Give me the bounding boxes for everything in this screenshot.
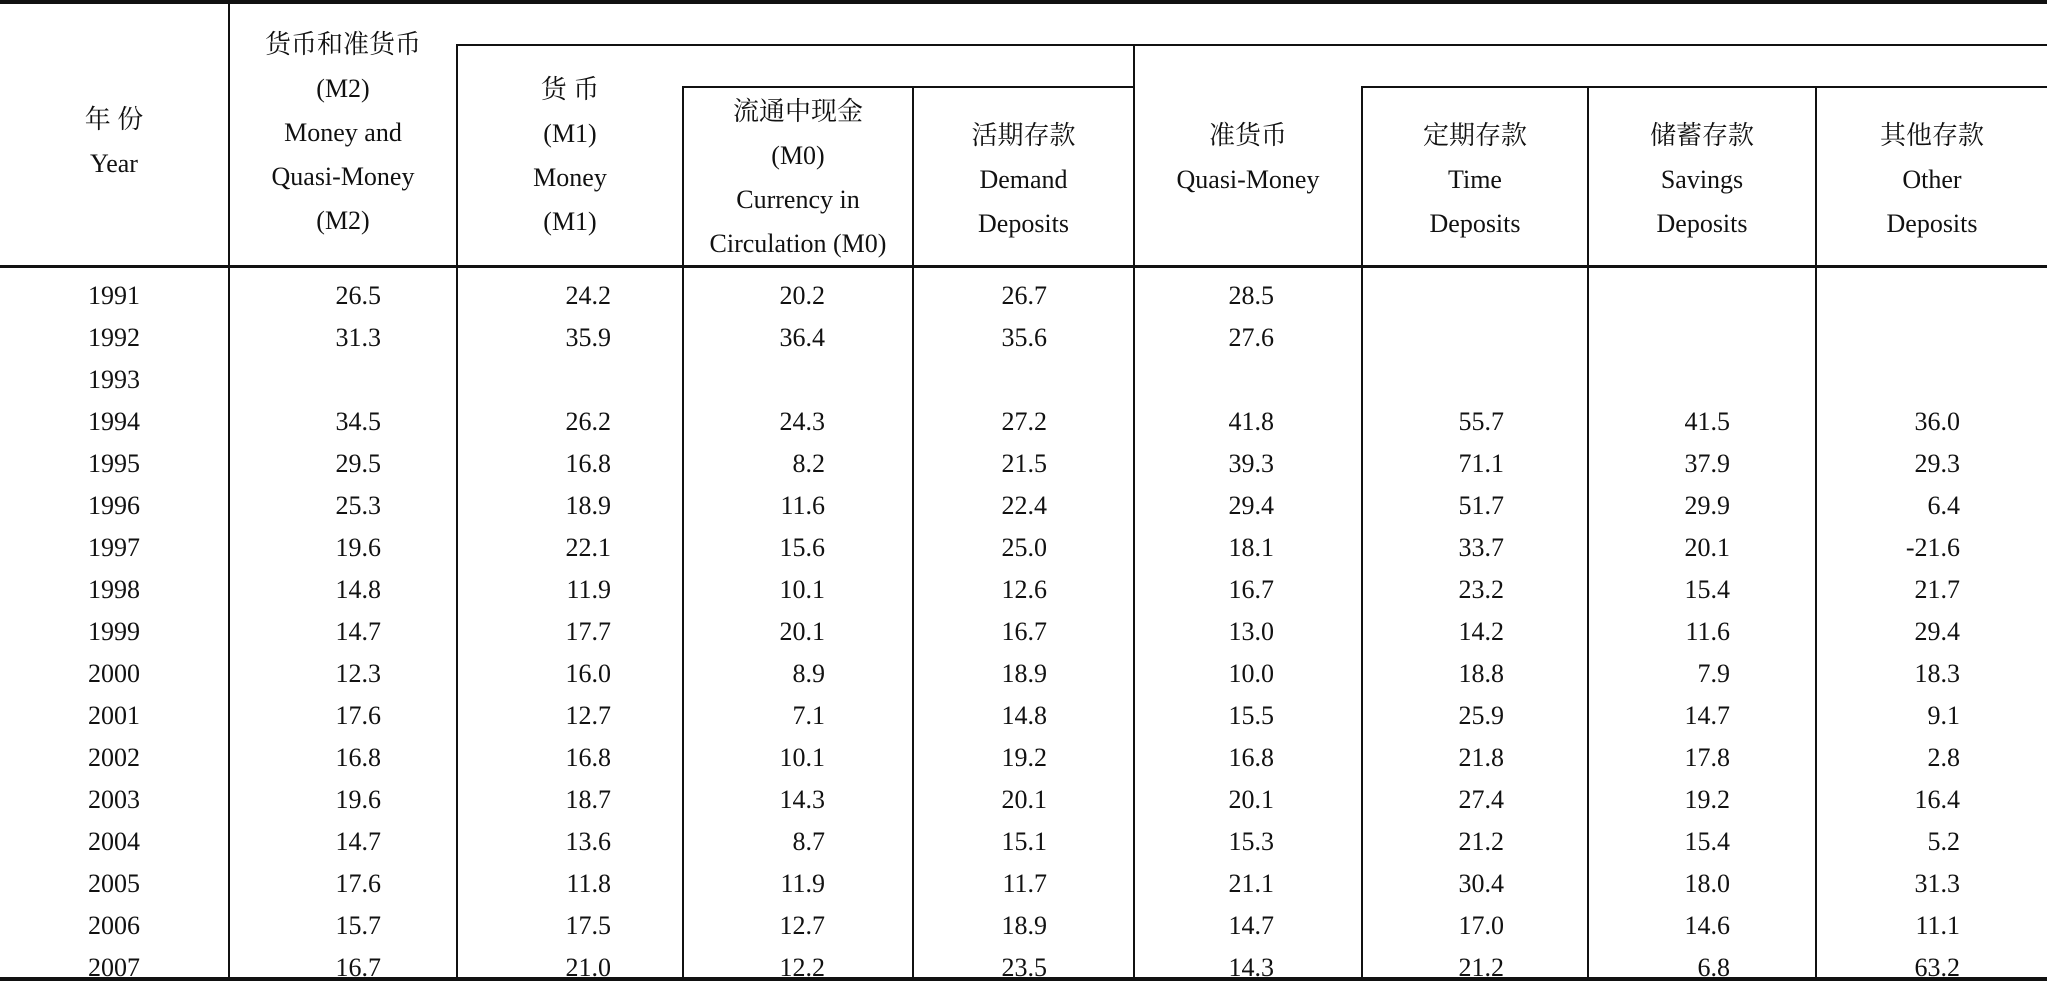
cell-m2: 14.7 bbox=[335, 617, 381, 646]
cell-other: 16.4 bbox=[1914, 785, 1960, 814]
cell-year: 2000 bbox=[88, 659, 140, 688]
cell-year: 2002 bbox=[88, 743, 140, 772]
header-m0-symbol: (M0) bbox=[771, 141, 825, 170]
cell-other: -21.6 bbox=[1905, 533, 1960, 562]
cell-m2: 16.8 bbox=[335, 743, 381, 772]
cell-year: 1992 bbox=[88, 323, 140, 352]
cell-year: 1998 bbox=[88, 575, 140, 604]
header-m0-zh: 流通中现金 bbox=[732, 97, 863, 126]
cell-savings: 37.9 bbox=[1684, 449, 1730, 478]
header-savings-deposits bbox=[1589, 112, 1815, 248]
cell-m1 bbox=[458, 359, 611, 401]
cell-quasi: 20.1 bbox=[1228, 785, 1274, 814]
cell-savings: 15.4 bbox=[1684, 575, 1730, 604]
cell-other: 9.1 bbox=[1927, 701, 1960, 730]
cell-m0: 7.1 bbox=[792, 701, 825, 730]
cell-m0: 20.1 bbox=[779, 617, 825, 646]
header-m2-zh: 货币和准货币 bbox=[264, 30, 421, 59]
cell-other: 29.3 bbox=[1914, 449, 1960, 478]
cell-other: 21.7 bbox=[1914, 575, 1960, 604]
header-bottom-rule bbox=[0, 265, 2047, 268]
cell-time: 18.8 bbox=[1458, 659, 1504, 688]
cell-year: 2003 bbox=[88, 785, 140, 814]
header-quasi-zh: 准货币 bbox=[1208, 121, 1287, 150]
header-demand-deposits bbox=[914, 112, 1133, 248]
header-rule-quasi-group bbox=[1134, 44, 2047, 46]
cell-m2: 19.6 bbox=[335, 785, 381, 814]
cell-quasi: 14.3 bbox=[1228, 953, 1274, 982]
cell-savings: 7.9 bbox=[1697, 659, 1730, 688]
cell-m2: 14.8 bbox=[335, 575, 381, 604]
cell-time: 21.8 bbox=[1458, 743, 1504, 772]
cell-quasi: 39.3 bbox=[1228, 449, 1274, 478]
cell-m1: 11.9 bbox=[566, 575, 611, 604]
cell-other bbox=[1817, 275, 1960, 317]
cell-other bbox=[1817, 317, 1960, 359]
header-time-deposits bbox=[1363, 112, 1587, 248]
cell-other: 2.8 bbox=[1927, 743, 1960, 772]
cell-quasi: 16.7 bbox=[1228, 575, 1274, 604]
cell-savings: 11.6 bbox=[1685, 617, 1730, 646]
cell-savings: 18.0 bbox=[1684, 869, 1730, 898]
header-m2-symbol-2: (M2) bbox=[316, 206, 370, 235]
cell-m1: 35.9 bbox=[565, 323, 611, 352]
cell-m0: 10.1 bbox=[779, 743, 825, 772]
cell-time bbox=[1363, 359, 1504, 401]
header-demand-en-1: Demand bbox=[979, 165, 1068, 194]
cell-year: 1999 bbox=[88, 617, 140, 646]
table-top-rule bbox=[0, 0, 2047, 4]
cell-year: 1994 bbox=[88, 407, 140, 436]
cell-m2: 31.3 bbox=[335, 323, 381, 352]
header-year-en: Year bbox=[90, 149, 138, 178]
cell-m2: 25.3 bbox=[335, 491, 381, 520]
cell-savings: 17.8 bbox=[1684, 743, 1730, 772]
cell-m0: 14.3 bbox=[779, 785, 825, 814]
cell-m1: 11.8 bbox=[566, 869, 611, 898]
cell-quasi bbox=[1135, 359, 1274, 401]
cell-savings bbox=[1589, 359, 1730, 401]
cell-time bbox=[1363, 317, 1504, 359]
cell-year: 1996 bbox=[88, 491, 140, 520]
cell-m2: 16.7 bbox=[335, 953, 381, 982]
cell-savings: 14.6 bbox=[1684, 911, 1730, 940]
cell-other: 5.2 bbox=[1927, 827, 1960, 856]
cell-savings: 19.2 bbox=[1684, 785, 1730, 814]
cell-other: 11.1 bbox=[1915, 911, 1960, 940]
cell-other bbox=[1817, 359, 1960, 401]
cell-m0: 12.7 bbox=[779, 911, 825, 940]
header-other-deposits bbox=[1817, 112, 2047, 248]
cell-m1: 22.1 bbox=[565, 533, 611, 562]
cell-demand: 22.4 bbox=[1001, 491, 1047, 520]
cell-demand: 11.7 bbox=[1002, 869, 1047, 898]
cell-m1: 16.0 bbox=[565, 659, 611, 688]
header-m2 bbox=[230, 8, 456, 258]
cell-other: 31.3 bbox=[1914, 869, 1960, 898]
cell-m0: 12.2 bbox=[779, 953, 825, 982]
header-m1-en: Money bbox=[533, 163, 607, 192]
cell-m0: 8.2 bbox=[792, 449, 825, 478]
header-rule-m1-subgroup bbox=[684, 86, 1135, 88]
header-year-zh: 年 份 bbox=[84, 105, 144, 134]
cell-m0: 8.9 bbox=[792, 659, 825, 688]
cell-savings: 6.8 bbox=[1697, 953, 1730, 982]
cell-m0: 11.6 bbox=[780, 491, 825, 520]
cell-demand: 14.8 bbox=[1001, 701, 1047, 730]
cell-time: 71.1 bbox=[1458, 449, 1504, 478]
cell-m0: 10.1 bbox=[779, 575, 825, 604]
header-time-en-2: Deposits bbox=[1429, 209, 1521, 238]
cell-savings: 41.5 bbox=[1684, 407, 1730, 436]
cell-year: 1991 bbox=[88, 281, 140, 310]
cell-year: 2005 bbox=[88, 869, 140, 898]
cell-m1: 16.8 bbox=[565, 449, 611, 478]
header-m1-symbol: (M1) bbox=[543, 119, 597, 148]
header-quasi-money bbox=[1135, 112, 1361, 204]
cell-quasi: 28.5 bbox=[1228, 281, 1274, 310]
header-m0 bbox=[684, 90, 912, 266]
header-m1 bbox=[458, 66, 682, 246]
cell-quasi: 16.8 bbox=[1228, 743, 1274, 772]
cell-demand: 21.5 bbox=[1001, 449, 1047, 478]
header-savings-zh: 储蓄存款 bbox=[1649, 121, 1754, 150]
header-m0-en-2: Circulation (M0) bbox=[709, 229, 887, 258]
header-m0-en-1: Currency in bbox=[736, 185, 860, 214]
cell-demand: 15.1 bbox=[1001, 827, 1047, 856]
header-savings-en-2: Deposits bbox=[1656, 209, 1748, 238]
cell-m1: 18.9 bbox=[565, 491, 611, 520]
cell-year: 2004 bbox=[88, 827, 140, 856]
cell-m1: 13.6 bbox=[565, 827, 611, 856]
cell-m1: 12.7 bbox=[565, 701, 611, 730]
cell-demand: 19.2 bbox=[1001, 743, 1047, 772]
cell-time: 55.7 bbox=[1458, 407, 1504, 436]
cell-year: 2006 bbox=[88, 911, 140, 940]
cell-m1: 16.8 bbox=[565, 743, 611, 772]
cell-demand: 12.6 bbox=[1001, 575, 1047, 604]
cell-m2: 14.7 bbox=[335, 827, 381, 856]
cell-m2: 12.3 bbox=[335, 659, 381, 688]
cell-m2: 19.6 bbox=[335, 533, 381, 562]
cell-m2: 17.6 bbox=[335, 701, 381, 730]
cell-quasi: 29.4 bbox=[1228, 491, 1274, 520]
cell-year: 1997 bbox=[88, 533, 140, 562]
cell-time: 33.7 bbox=[1458, 533, 1504, 562]
header-demand-en-2: Deposits bbox=[978, 209, 1069, 238]
cell-time: 25.9 bbox=[1458, 701, 1504, 730]
cell-time: 17.0 bbox=[1458, 911, 1504, 940]
cell-other: 6.4 bbox=[1927, 491, 1960, 520]
cell-time: 21.2 bbox=[1458, 827, 1504, 856]
cell-demand: 27.2 bbox=[1001, 407, 1047, 436]
cell-quasi: 14.7 bbox=[1228, 911, 1274, 940]
cell-other: 29.4 bbox=[1914, 617, 1960, 646]
cell-m1: 18.7 bbox=[565, 785, 611, 814]
cell-demand bbox=[914, 359, 1047, 401]
header-m2-symbol: (M2) bbox=[316, 74, 370, 103]
header-savings-en-1: Savings bbox=[1660, 165, 1744, 194]
cell-m0: 8.7 bbox=[792, 827, 825, 856]
cell-time: 30.4 bbox=[1458, 869, 1504, 898]
cell-m0: 11.9 bbox=[780, 869, 825, 898]
header-m2-en-2: Quasi-Money bbox=[271, 162, 415, 191]
cell-m1: 26.2 bbox=[565, 407, 611, 436]
cell-savings: 29.9 bbox=[1684, 491, 1730, 520]
cell-time: 21.2 bbox=[1458, 953, 1504, 982]
cell-m2 bbox=[230, 359, 381, 401]
cell-demand: 20.1 bbox=[1001, 785, 1047, 814]
header-other-en-1: Other bbox=[1902, 165, 1962, 194]
cell-year: 1995 bbox=[88, 449, 140, 478]
cell-time: 51.7 bbox=[1458, 491, 1504, 520]
cell-demand: 25.0 bbox=[1001, 533, 1047, 562]
cell-savings bbox=[1589, 275, 1730, 317]
cell-demand: 18.9 bbox=[1001, 911, 1047, 940]
header-m1-zh: 货 币 bbox=[540, 75, 600, 104]
header-rule-deposits-subgroup bbox=[1363, 86, 2047, 88]
cell-quasi: 21.1 bbox=[1228, 869, 1274, 898]
cell-quasi: 10.0 bbox=[1228, 659, 1274, 688]
cell-m2: 34.5 bbox=[335, 407, 381, 436]
cell-m2: 15.7 bbox=[335, 911, 381, 940]
cell-time bbox=[1363, 275, 1504, 317]
cell-m0: 20.2 bbox=[779, 281, 825, 310]
cell-demand: 35.6 bbox=[1001, 323, 1047, 352]
cell-quasi: 15.5 bbox=[1228, 701, 1274, 730]
cell-savings: 15.4 bbox=[1684, 827, 1730, 856]
cell-demand: 18.9 bbox=[1001, 659, 1047, 688]
cell-savings: 20.1 bbox=[1684, 533, 1730, 562]
cell-m0: 36.4 bbox=[779, 323, 825, 352]
cell-m2: 29.5 bbox=[335, 449, 381, 478]
cell-m1: 17.5 bbox=[565, 911, 611, 940]
cell-quasi: 27.6 bbox=[1228, 323, 1274, 352]
header-m1-symbol-2: (M1) bbox=[543, 207, 597, 236]
cell-demand: 23.5 bbox=[1001, 953, 1047, 982]
cell-savings bbox=[1589, 317, 1730, 359]
header-other-zh: 其他存款 bbox=[1879, 121, 1984, 150]
cell-demand: 26.7 bbox=[1001, 281, 1047, 310]
header-quasi-en: Quasi-Money bbox=[1176, 165, 1320, 194]
cell-other: 36.0 bbox=[1914, 407, 1960, 436]
cell-year: 2001 bbox=[88, 701, 140, 730]
header-demand-zh: 活期存款 bbox=[971, 121, 1076, 150]
header-time-en-1: Time bbox=[1448, 165, 1502, 194]
cell-time: 27.4 bbox=[1458, 785, 1504, 814]
cell-year: 1993 bbox=[88, 365, 140, 394]
cell-m2: 17.6 bbox=[335, 869, 381, 898]
header-m2-en-1: Money and bbox=[284, 118, 402, 147]
cell-time: 23.2 bbox=[1458, 575, 1504, 604]
header-time-zh: 定期存款 bbox=[1422, 121, 1527, 150]
cell-m0: 24.3 bbox=[779, 407, 825, 436]
cell-m1: 17.7 bbox=[565, 617, 611, 646]
header-year bbox=[0, 72, 228, 212]
header-other-en-2: Deposits bbox=[1886, 209, 1978, 238]
cell-quasi: 18.1 bbox=[1228, 533, 1274, 562]
cell-other: 18.3 bbox=[1914, 659, 1960, 688]
cell-m2: 26.5 bbox=[335, 281, 381, 310]
cell-other: 63.2 bbox=[1914, 953, 1960, 982]
cell-quasi: 41.8 bbox=[1228, 407, 1274, 436]
cell-m0: 15.6 bbox=[779, 533, 825, 562]
cell-m0 bbox=[684, 359, 825, 401]
cell-quasi: 13.0 bbox=[1228, 617, 1274, 646]
cell-time: 14.2 bbox=[1458, 617, 1504, 646]
cell-year: 2007 bbox=[88, 953, 140, 982]
cell-savings: 14.7 bbox=[1684, 701, 1730, 730]
cell-m1: 24.2 bbox=[565, 281, 611, 310]
cell-quasi: 15.3 bbox=[1228, 827, 1274, 856]
cell-demand: 16.7 bbox=[1001, 617, 1047, 646]
header-rule-m1-group bbox=[458, 44, 1135, 46]
cell-m1: 21.0 bbox=[565, 953, 611, 982]
